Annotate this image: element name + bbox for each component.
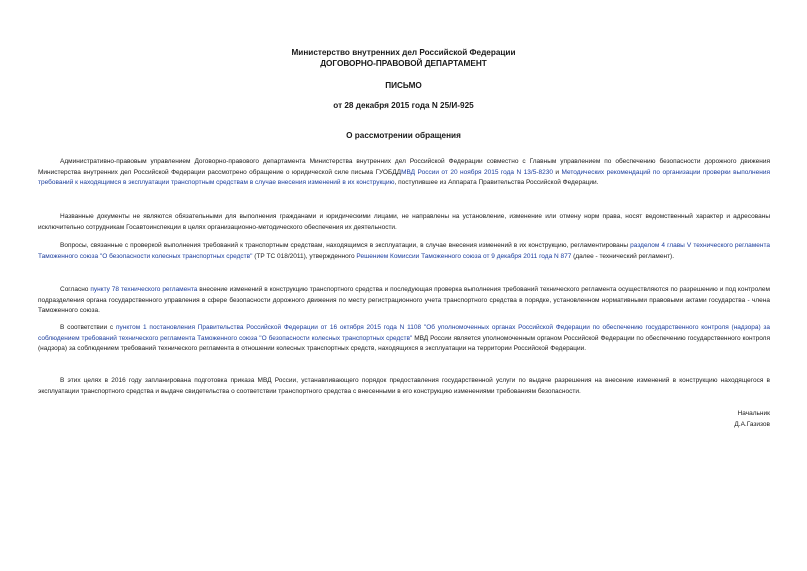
paragraph-text: Вопросы, связанные с проверкой выполнения требований к транспортным средствам, находящимся в эксплуатации, в случае внесения изменений в их конструкцию, регламентированы — [60, 242, 631, 249]
paragraph-text: МВД России является уполномоченным органом Российской Федерации по обеспечению государственного контроля (надзора) за соблюдением требований технического регламента в отношении колесных транспортных средств, находящихся в эксплуатации на территории Российской Федерации. — [38, 334, 770, 353]
paragraph-text: Административно-правовым управлением Договорно-правового департамента Министерства внутренних дел Российской Федерации совместно с Главным управлением по обеспечению безопасности дорожного движения Министерства внутренних дел Российской Федерации рассмотрено обращение о юридической силе письма ГУОБДД — [38, 158, 770, 176]
link-methodical-recommendations[interactable]: Методических рекомендаций по организации проверки выполнения требований к находящимся в эксплуатации транспортным средствам в случае внесения изменений в их конструкцию — [38, 168, 771, 187]
paragraph-text: внесение изменений в конструкцию транспортного средства и последующая проверка выполнения требований технического регламента осуществляются по разрешению и под контролем подразделения органа государственного управления в сфере безопасности дорожного движения по месту регистрационного учета транспортного средства в порядке, установленном нормативными правовыми актами государства - члена Таможенного союза. — [38, 286, 770, 315]
document-subject: О рассмотрении обращения — [346, 131, 461, 140]
paragraph-text: Названные документы не являются обязательными для выполнения гражданами и юридическими лицами, не направлены на установление, изменение или отмену норм права, носят ведомственный характер и адресованы исключительно сотрудникам Госавтоинспекции в целях организационно-методического обеспечения их деятельности. — [38, 213, 770, 231]
signature-title: Начальник — [737, 410, 770, 417]
paragraph-text: В этих целях в 2016 году запланирована подготовка приказа МВД России, устанавливающего порядок предоставления государственной услуги по выдаче разрешения на внесение изменений в конструкцию находящегося в эксплуатации транспортного средства и выдаче свидетельства о соответствии транспортного средства с внесенными в его конструкцию изменениями требованиям безопасности. — [38, 377, 770, 395]
paragraph-4 — [38, 285, 770, 317]
link-government-decree-1108[interactable]: пунктом 1 постановления Правительства Российской Федерации от 16 октября 2015 года N 1108 "Об уполномоченных органах Российской Федерации по обеспечению государственного контроля (надзора) за соблюдением требований технического регламента Таможенного союза "О безопасности колесных транспортных средств" — [38, 324, 771, 342]
link-customs-union-decision[interactable]: Решением Комиссии Таможенного союза от 9 декабря 2011 года N 877 — [356, 252, 572, 260]
paragraph-text: В соответствии с — [60, 324, 116, 331]
document-date-number: от 28 декабря 2015 года N 25/И-925 — [333, 101, 474, 110]
paragraph-text: Согласно — [60, 286, 91, 293]
link-tech-regulation-section[interactable]: разделом 4 главы V технического регламента Таможенного союза "О безопасности колесных транспортных средств" — [38, 242, 770, 260]
paragraph-text: и — [552, 168, 562, 176]
signature-name: Д.А.Газизов — [734, 421, 770, 428]
paragraph-1 — [38, 157, 770, 189]
document-type: ПИСЬМО — [385, 81, 422, 90]
paragraph-text: , поступившее из Аппарата Правительства Российской Федерации. — [394, 179, 599, 187]
paragraph-text: (далее - технический регламент). — [571, 252, 675, 260]
paragraph-text: (ТР ТС 018/2011), утвержденного — [252, 252, 357, 260]
link-point-78[interactable]: пункту 78 технического регламента — [90, 286, 198, 293]
paragraph-5 — [38, 323, 770, 355]
paragraph-3 — [38, 241, 770, 262]
paragraph-2 — [38, 212, 770, 233]
department-name: ДОГОВОРНО-ПРАВОВОЙ ДЕПАРТАМЕНТ — [320, 59, 487, 68]
paragraph-6 — [38, 376, 770, 397]
link-letter-mvd[interactable]: МВД России от 20 ноября 2015 года N 13/5-8230 — [401, 168, 553, 176]
ministry-name: Министерство внутренних дел Российской Федерации — [291, 48, 516, 57]
